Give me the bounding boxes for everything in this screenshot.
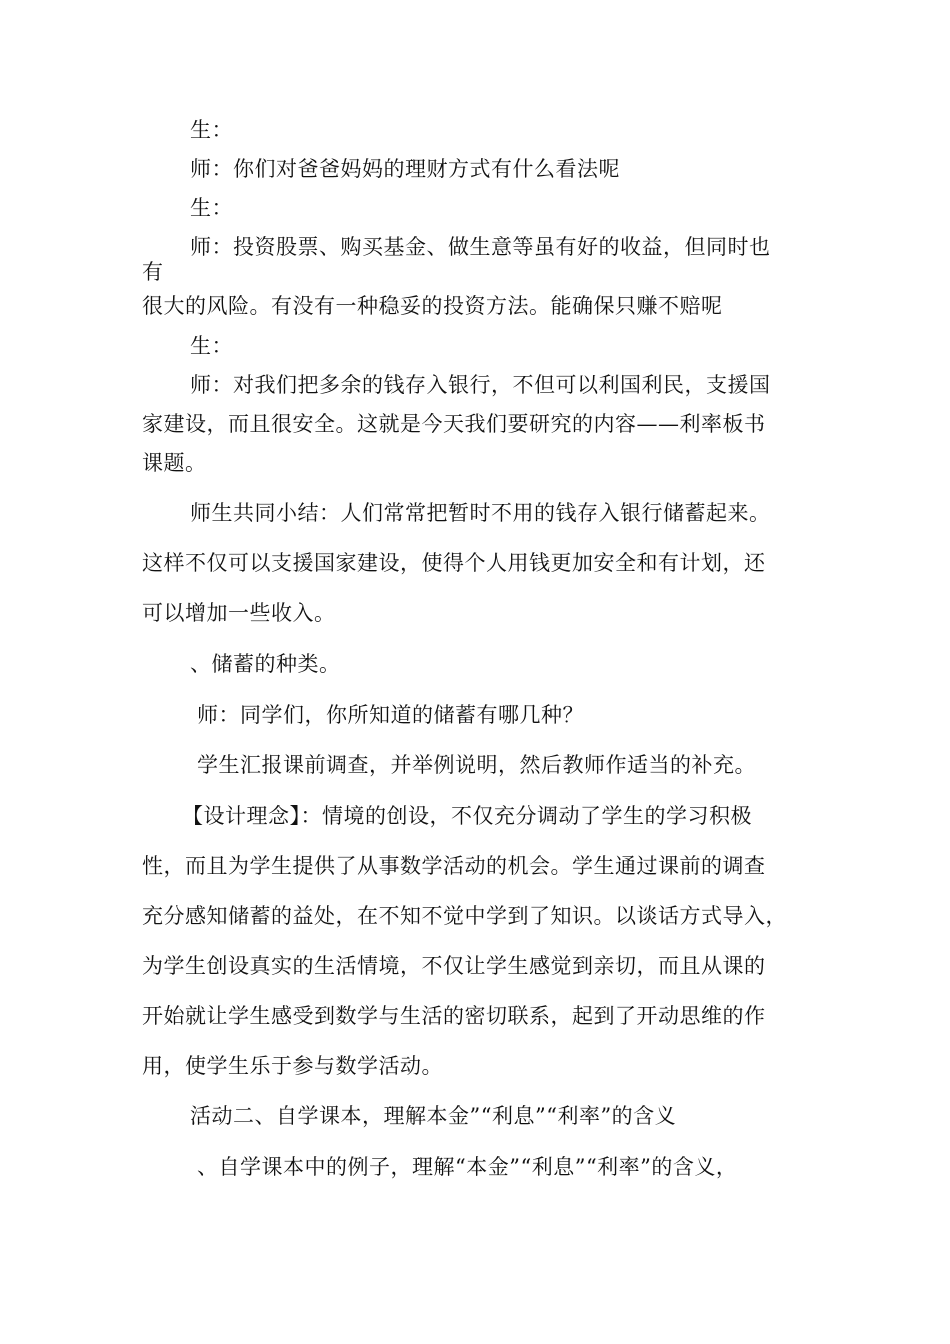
text-line: 充分感知储蓄的益处，在不知不觉中学到了知识。以谈话方式导入， [142,904,787,928]
text-line: 性，而且为学生提供了从事数学活动的机会。学生通过课前的调查 [142,854,766,878]
text-line: 有 [142,260,164,284]
text-line: 师：同学们，你所知道的储蓄有哪几种？ [197,703,584,727]
text-line: 生： [190,334,233,358]
text-line: 师：投资股票、购买基金、做生意等虽有好的收益，但同时也 [190,235,771,259]
text-line: 师生共同小结：人们常常把暂时不用的钱存入银行储蓄起来。 [190,501,771,525]
text-line: 生： [190,118,233,142]
text-line: 很大的风险。有没有一种稳妥的投资方法。能确保只赚不赔呢 [142,294,723,318]
text-line: 【设计理念】：情境的创设，不仅充分调动了学生的学习积极 [182,804,752,828]
text-line: 生： [190,196,233,220]
text-line: 师：对我们把多余的钱存入银行，不但可以利国利民，支援国 [190,373,771,397]
text-line: 课题。 [142,451,207,475]
text-line: 、自学课本中的例子，理解“本金”“利息”“利率”的含义， [197,1155,738,1179]
text-line: 师：你们对爸爸妈妈的理财方式有什么看法呢 [190,157,620,181]
section-heading: 活动二、自学课本，理解本金”“利息”“利率”的含义 [190,1104,677,1128]
text-line: 用，使学生乐于参与数学活动。 [142,1054,443,1078]
text-line: 为学生创设真实的生活情境，不仅让学生感觉到亲切，而且从课的 [142,954,766,978]
text-line: 学生汇报课前调查，并举例说明，然后教师作适当的补充。 [197,753,756,777]
text-line: 开始就让学生感受到数学与生活的密切联系，起到了开动思维的作 [142,1004,766,1028]
section-heading: 、储蓄的种类。 [190,652,341,676]
text-line: 可以增加一些收入。 [142,601,336,625]
text-line: 这样不仅可以支援国家建设，使得个人用钱更加安全和有计划，还 [142,551,766,575]
text-line: 家建设，而且很安全。这就是今天我们要研究的内容——利率板书 [142,412,766,436]
